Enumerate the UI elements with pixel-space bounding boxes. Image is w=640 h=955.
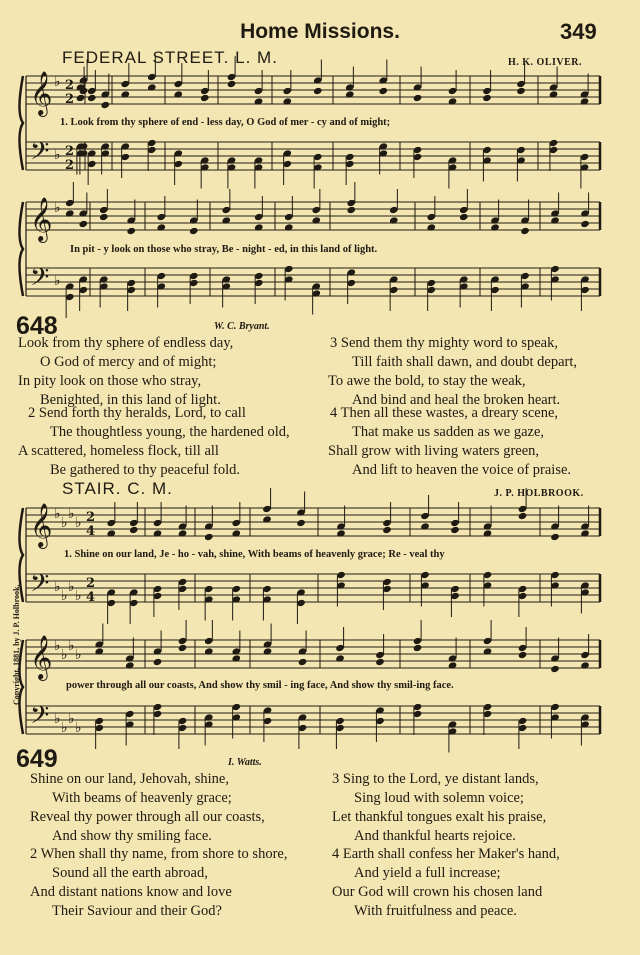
verse-line: 3 Send them thy mighty word to speak, [330, 335, 558, 351]
time-signature: 2 [65, 144, 75, 159]
author-bryant: W. C. Bryant. [214, 321, 270, 332]
verse-line: Till faith shall dawn, and doubt depart, [352, 354, 577, 370]
note-head [178, 644, 188, 652]
note-head [346, 206, 356, 214]
note-head [482, 94, 492, 102]
treble-clef: 𝄞 [30, 197, 53, 241]
flat-sign: ♭ [54, 579, 61, 595]
note-head [382, 526, 392, 534]
verse-line: Look from thy sphere of endless day, [18, 335, 234, 351]
hymn2-lyrics-line1: 1. Shine on our land, Je - ho - vah, shine, With beams of heavenly grace; Re - veal thy [64, 549, 445, 560]
bass-clef: 𝄢 [30, 569, 50, 604]
flat-sign: ♭ [54, 638, 61, 654]
hymn1-verse-2 [18, 404, 290, 480]
author-watts: I. Watts. [228, 757, 262, 768]
note-head [313, 87, 323, 95]
note-head [189, 227, 199, 235]
verse-line: Be gathered to thy peaceful fold. [50, 462, 241, 478]
hymn1-lyrics-line1: 1. Look from thy sphere of end - less day, O God of mer - cy and of might; [60, 117, 391, 128]
note-head [413, 644, 423, 652]
treble-clef: 𝄞 [30, 503, 53, 547]
flat-sign: ♭ [61, 588, 68, 604]
verse-line: Let thankful tongues exalt his praise, [332, 809, 547, 825]
bass-clef: 𝄢 [30, 137, 50, 172]
flat-sign: ♭ [54, 74, 61, 90]
hymn1-lyrics-line2: In pit - y look on those who stray, Be - night - ed, in this land of light. [70, 244, 378, 255]
note-head [580, 220, 590, 228]
time-signature: 2 [65, 78, 75, 93]
note-head [375, 658, 385, 666]
flat-sign: ♭ [61, 647, 68, 663]
time-signature: 4 [86, 524, 96, 539]
verse-line: Shine on our land, Jehovah, shine, [30, 771, 229, 787]
flat-sign: ♭ [54, 147, 61, 163]
verse-line: With beams of heavenly grace; [52, 790, 232, 806]
brace [20, 202, 24, 296]
verse-line: And thankful hearts rejoice. [354, 828, 516, 844]
note-head [459, 213, 469, 221]
time-signature: 2 [86, 576, 96, 591]
time-signature: 2 [86, 510, 96, 525]
note-head [78, 220, 88, 228]
treble-clef: 𝄞 [30, 71, 53, 115]
note-head [100, 101, 110, 109]
verse-line: In pity look on those who stray, [18, 373, 202, 389]
note-head [516, 87, 526, 95]
verse-line: Sound all the earth abroad, [52, 865, 208, 881]
note-head [200, 94, 210, 102]
brace [20, 76, 24, 170]
note-head [298, 658, 308, 666]
flat-sign: ♭ [61, 720, 68, 736]
hymn1-verse-3 [330, 334, 577, 410]
verse-line: Sing loud with solemn voice; [354, 790, 524, 806]
note-head [378, 87, 388, 95]
time-signature: 4 [86, 590, 96, 605]
note-head [129, 526, 139, 534]
note-head [296, 519, 306, 527]
verse-line: Their Saviour and their God? [52, 903, 222, 919]
verse-line: Benighted, in this land of light. [40, 392, 221, 408]
time-signature: 2 [65, 158, 75, 173]
verse-line: 4 Earth shall confess her Maker's hand, [332, 846, 560, 862]
note-head [87, 94, 97, 102]
composer-oliver: H. K. OLIVER. [508, 57, 583, 68]
verse-line: A scattered, homeless flock, till all [18, 443, 219, 459]
note-head [550, 533, 560, 541]
treble-clef: 𝄞 [30, 635, 53, 679]
verse-line: And yield a full increase; [354, 865, 501, 881]
bass-clef: 𝄢 [30, 263, 50, 298]
hymn2-verse-3 [332, 770, 546, 846]
flat-sign: ♭ [54, 273, 61, 289]
hymn1-verse-1 [18, 334, 233, 410]
flat-sign: ♭ [75, 515, 82, 531]
flat-sign: ♭ [61, 515, 68, 531]
hymn2-verse-2 [30, 845, 287, 921]
flat-sign: ♭ [54, 506, 61, 522]
note-head [153, 658, 163, 666]
note-head [518, 512, 528, 520]
verse-line: To awe the bold, to stay the weak, [328, 373, 526, 389]
page-title: Home Missions. [240, 20, 400, 43]
flat-sign: ♭ [75, 647, 82, 663]
note-head [126, 227, 136, 235]
bass-clef: 𝄢 [30, 701, 50, 736]
verse-line: Shall grow with living waters green, [328, 443, 540, 459]
verse-line: 2 Send forth thy heralds, Lord, to call [28, 405, 246, 421]
note-head [550, 665, 560, 673]
hymn1-verse-4 [330, 404, 571, 480]
flat-sign: ♭ [68, 711, 75, 727]
note-head [99, 213, 109, 221]
verse-line: And bind and heal the broken heart. [352, 392, 561, 408]
hymn2-lyrics-line2: power through all our coasts, And show thy smil - ing face, And show thy smil-ing face. [66, 680, 454, 691]
note-head [520, 227, 530, 235]
flat-sign: ♭ [75, 720, 82, 736]
page-number: 349 [560, 19, 597, 44]
time-signature: 2 [65, 92, 75, 107]
verse-line: Our God will crown his chosen land [332, 884, 543, 900]
tune-name-stair: STAIR. C. M. [62, 479, 173, 498]
verse-line: And show thy smiling face. [52, 828, 212, 844]
verse-line: The thoughtless young, the hardened old, [50, 424, 290, 440]
hymn-number-648: 648 [16, 312, 58, 340]
verse-line: And lift to heaven the voice of praise. [352, 462, 572, 478]
note-head [76, 94, 86, 102]
verse-line: And distant nations know and love [30, 884, 232, 900]
flat-sign: ♭ [68, 638, 75, 654]
verse-line: 2 When shall thy name, from shore to shore, [30, 846, 288, 862]
flat-sign: ♭ [54, 200, 61, 216]
hymn2-verse-1 [30, 770, 265, 846]
flat-sign: ♭ [68, 579, 75, 595]
tune-name-federal-street: FEDERAL STREET. L. M. [62, 48, 278, 67]
note-head [450, 526, 460, 534]
verse-line: With fruitfulness and peace. [354, 903, 517, 919]
note-head [518, 651, 528, 659]
verse-line: 3 Sing to the Lord, ye distant lands, [332, 771, 539, 787]
verse-line: Reveal thy power through all our coasts, [30, 809, 265, 825]
verse-line: That make us sadden as we gaze, [352, 424, 545, 440]
note-head [204, 533, 214, 541]
flat-sign: ♭ [75, 588, 82, 604]
verse-line: O God of mercy and of might; [40, 354, 217, 370]
copyright-notice: Copyright, 1881, by J. P. Holbrook. [12, 584, 21, 705]
note-head [413, 94, 423, 102]
flat-sign: ♭ [54, 711, 61, 727]
flat-sign: ♭ [68, 506, 75, 522]
composer-holbrook: J. P. HOLBROOK. [494, 488, 584, 499]
verse-line: 4 Then all these wastes, a dreary scene, [330, 405, 559, 421]
hymn2-verse-4 [332, 845, 560, 921]
hymn-number-649: 649 [16, 745, 58, 773]
note-head [227, 80, 237, 88]
